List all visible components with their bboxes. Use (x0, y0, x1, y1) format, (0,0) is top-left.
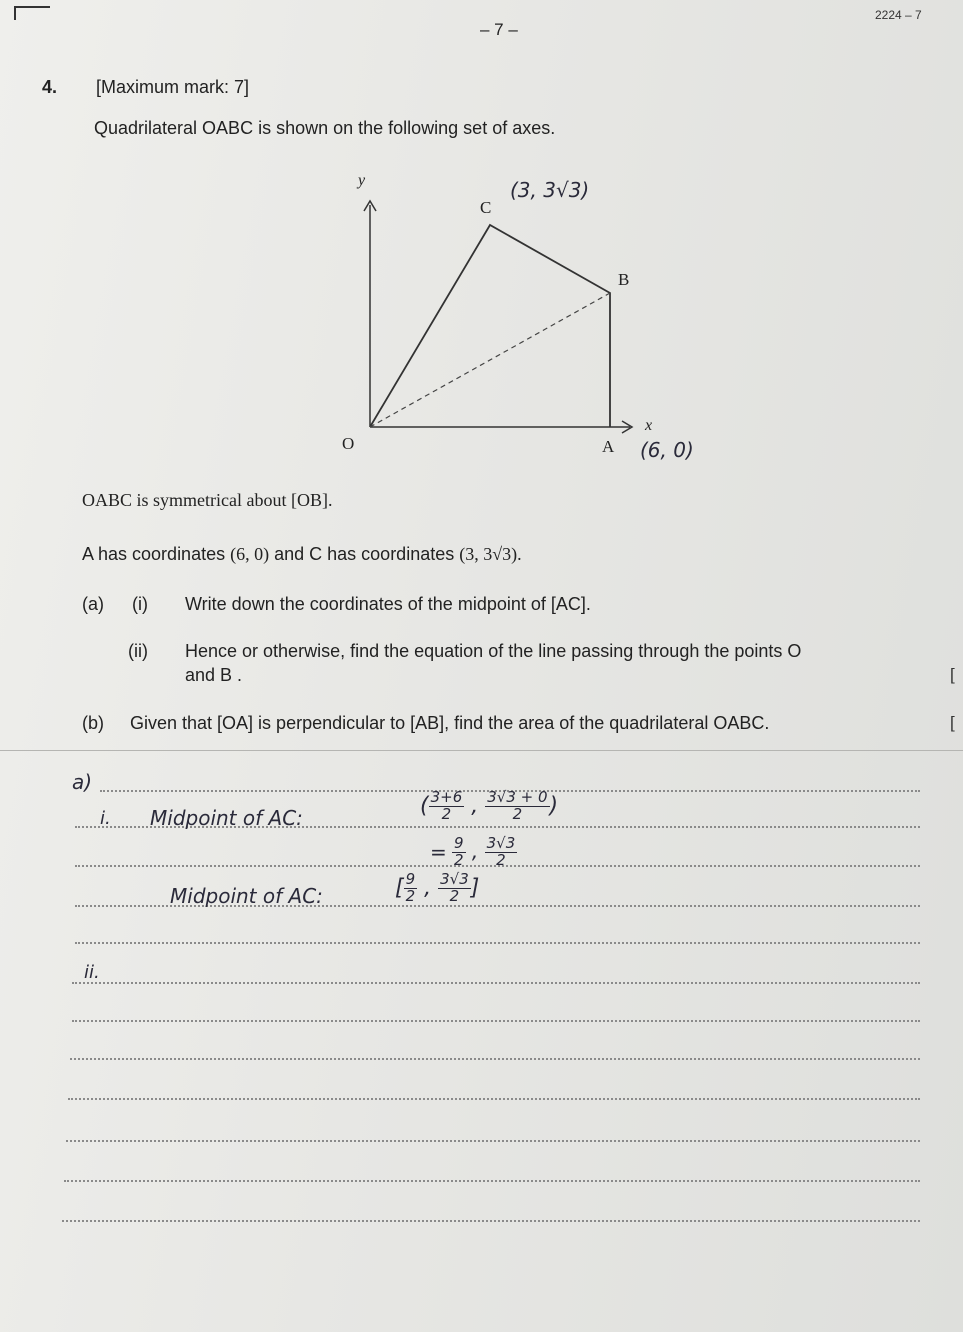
diagonal-ob (370, 293, 610, 427)
answer-line (70, 1058, 920, 1060)
quadrilateral-outline (370, 225, 610, 427)
answer-equals: = (430, 840, 447, 864)
part-a-ii-mark: [ (950, 665, 955, 684)
question-intro: Quadrilateral OABC is shown on the following set of axes. (94, 118, 556, 138)
fraction: $\frac{3+6}{2}$ (430, 788, 463, 823)
fraction: $\frac{9}{2}$ (405, 870, 416, 905)
handwritten-c-coords: (3, 3√3) (510, 178, 590, 202)
quadrilateral-diagram (300, 165, 720, 465)
coords-and-text: and C has coordinates (269, 544, 460, 564)
label-b: B (618, 270, 630, 289)
label-c: C (480, 198, 492, 217)
answer-line (72, 1020, 920, 1022)
y-label: y (358, 172, 366, 189)
part-a-ii-label: (ii) (128, 641, 148, 661)
crop-mark (14, 6, 50, 20)
question-number: 4. (42, 77, 58, 97)
part-b-mark: [ (950, 713, 955, 732)
fraction: $\frac{9}{2}$ (454, 834, 464, 869)
coords-c-value: (3, 3√3). (459, 544, 522, 564)
answer-line (66, 1140, 920, 1142)
coords-a-text: A has coordinates (82, 544, 231, 564)
part-b-text: Given that [OA] is perpendicular to [AB], find the area of the quadrilateral OABC. (130, 713, 770, 733)
page-code: 2224 – 7 (875, 8, 922, 22)
answer-midpoint-text-2: Midpoint of AC: (170, 884, 323, 908)
fraction: $\frac{3√3}{2}$ (440, 870, 469, 905)
part-a-ii-line2: and B . (185, 665, 243, 685)
part-a-i-text: Write down the coordinates of the midpoint of [AC]. (185, 594, 591, 614)
answer-ii-label: ii. (84, 962, 100, 983)
page-number: – 7 – (480, 20, 518, 39)
coordinates-statement (82, 544, 522, 565)
coords-a-value: (6, 0) (230, 544, 270, 564)
answer-line (68, 1098, 920, 1100)
answer-line (64, 1180, 920, 1182)
handwritten-a-coords: (6, 0) (640, 438, 694, 462)
answer-i-label: i. (100, 808, 111, 829)
answer-simplified: $\frac{9}{2}$ , $\frac{3√3}{2}$ (454, 834, 516, 869)
answer-line (75, 942, 920, 944)
label-a: A (602, 437, 615, 456)
part-a-label: (a) (82, 594, 104, 614)
answer-divider (0, 750, 963, 751)
label-o: O (342, 434, 355, 453)
x-label: x (645, 417, 653, 434)
answer-line (72, 982, 920, 984)
answer-midpoint-expression: ( $\frac{3+6}{2}$ , $\frac{3√3 + 0}{2}$ ) (420, 788, 559, 823)
answer-midpoint-result: [ $\frac{9}{2}$ , $\frac{3√3}{2}$ ] (395, 870, 480, 905)
answer-midpoint-text: Midpoint of AC: (150, 806, 303, 830)
maximum-mark: [Maximum mark: 7] (96, 77, 250, 97)
part-a-ii-line1: Hence or otherwise, find the equation of the line passing through the points O (185, 641, 802, 661)
fraction: $\frac{3√3}{2}$ (486, 834, 516, 869)
answer-line (62, 1220, 920, 1222)
part-b-label: (b) (82, 713, 104, 733)
symmetry-statement: OABC is symmetrical about [OB]. (82, 490, 333, 510)
answer-a-label: a) (72, 770, 93, 794)
part-a-i-label: (i) (132, 594, 148, 614)
fraction: $\frac{3√3 + 0}{2}$ (487, 788, 548, 823)
